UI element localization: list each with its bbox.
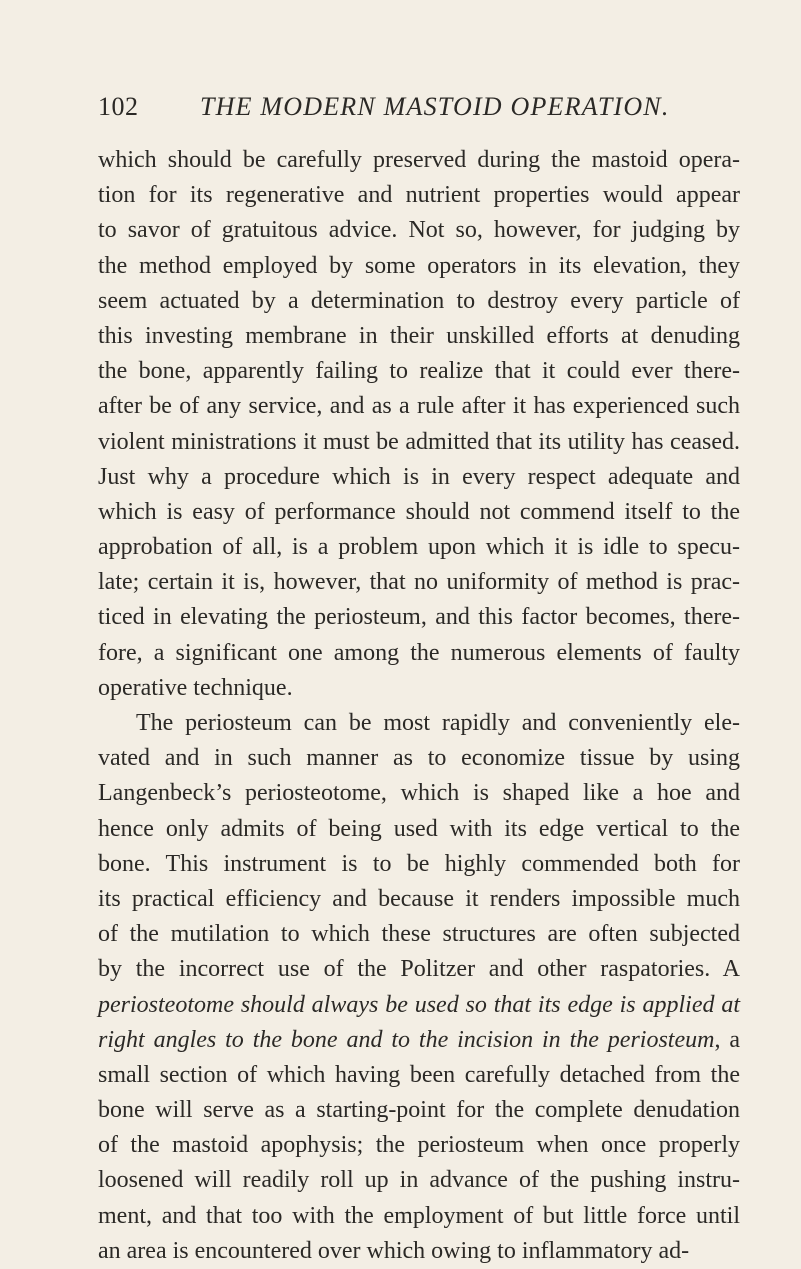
- text-line: [98, 249, 740, 284]
- text-line: [98, 213, 740, 248]
- text-line: [98, 882, 740, 917]
- text-segment: hence only admits of being used with its edge vertical to the: [98, 815, 740, 842]
- text-segment: an area is encountered over which owing to inflammatory ad-: [98, 1237, 690, 1264]
- text-line: [98, 565, 740, 600]
- text-segment: approbation of all, is a problem upon which it is idle to specu-: [98, 534, 740, 561]
- text-line: [98, 354, 740, 389]
- text-line: [98, 741, 740, 776]
- text-segment: ticed in elevating the periosteum, and this factor becomes, there-: [98, 604, 740, 631]
- text-segment: vated and in such manner as to economize tissue by using: [98, 745, 740, 772]
- text-segment: the bone, apparently failing to realize that it could ever there-: [98, 358, 740, 385]
- text-segment: fore, a significant one among the numerous elements of faulty: [98, 639, 740, 666]
- body-text: [98, 143, 740, 1269]
- text-segment: which should be carefully preserved during the mastoid opera-: [98, 147, 740, 173]
- text-segment: seem actuated by a determination to destroy every particle of: [98, 287, 740, 314]
- text-line: [98, 988, 740, 1023]
- text-segment: of the mastoid apophysis; the periosteum when once properly: [98, 1132, 740, 1159]
- text-segment: late; certain it is, however, that no uniformity of method is prac-: [98, 569, 740, 596]
- italic-text: periosteotome should always be used so that its edge is applied at: [98, 991, 740, 1018]
- text-line: [98, 847, 740, 882]
- text-segment: which is easy of performance should not commend itself to the: [98, 498, 740, 525]
- text-segment: loosened will readily roll up in advance of the pushing instru-: [98, 1167, 740, 1194]
- text-line: [98, 319, 740, 354]
- text-segment: operative technique.: [98, 674, 293, 701]
- page-number: 102: [98, 92, 139, 121]
- text-segment: by the incorrect use of the Politzer and other raspatories. A: [98, 956, 740, 983]
- text-line: [98, 460, 740, 495]
- text-segment: to savor of gratuitous advice. Not so, however, for judging by: [98, 217, 740, 244]
- text-line: [98, 1128, 740, 1163]
- text-line: [98, 530, 740, 565]
- text-segment: its practical efficiency and because it renders impossible much: [98, 885, 740, 912]
- text-line: [98, 636, 740, 671]
- italic-text: right angles to the bone and to the incision in the periosteum: [98, 1026, 715, 1053]
- text-line: [98, 1058, 740, 1093]
- text-segment: Just why a procedure which is in every respect adequate and: [98, 463, 740, 490]
- text-line: [98, 1163, 740, 1198]
- text-segment: small section of which having been carefully detached from the: [98, 1061, 740, 1088]
- text-segment: ment, and that too with the employment of but little force until: [98, 1202, 740, 1229]
- text-line: [98, 1234, 740, 1269]
- text-segment: bone will serve as a starting-point for the complete denudation: [98, 1097, 740, 1124]
- text-segment: this investing membrane in their unskilled efforts at denuding: [98, 322, 740, 349]
- page-header: [98, 92, 738, 132]
- text-segment: , a: [714, 1026, 740, 1053]
- text-segment: tion for its regenerative and nutrient properties would appear: [98, 182, 740, 209]
- text-line: [98, 425, 740, 460]
- text-line: [98, 812, 740, 847]
- text-line: [98, 600, 740, 635]
- text-segment: of the mutilation to which these structures are often subjected: [98, 921, 740, 948]
- running-head: THE MODERN MASTOID OPERATION.: [200, 92, 670, 121]
- text-segment: the method employed by some operators in its elevation, they: [98, 252, 740, 279]
- text-segment: bone. This instrument is to be highly commended both for: [98, 850, 740, 877]
- text-segment: Langenbeck’s periosteotome, which is shaped like a hoe and: [98, 780, 740, 807]
- text-line: [98, 1199, 740, 1234]
- text-segment: violent ministrations it must be admitted that its utility has ceased.: [98, 428, 740, 455]
- text-segment: The periosteum can be most rapidly and conveniently ele-: [136, 710, 740, 736]
- text-line: [98, 495, 740, 530]
- text-line: [98, 143, 740, 178]
- text-line: [98, 1023, 740, 1058]
- text-line: [98, 284, 740, 319]
- text-line: [98, 1093, 740, 1128]
- text-line: [98, 389, 740, 424]
- text-line: [98, 178, 740, 213]
- text-line: [98, 952, 740, 987]
- text-line: [98, 671, 740, 706]
- text-segment: after be of any service, and as a rule after it has experienced such: [98, 393, 740, 420]
- text-line: [98, 917, 740, 952]
- text-line: [98, 776, 740, 811]
- text-line: [98, 706, 740, 741]
